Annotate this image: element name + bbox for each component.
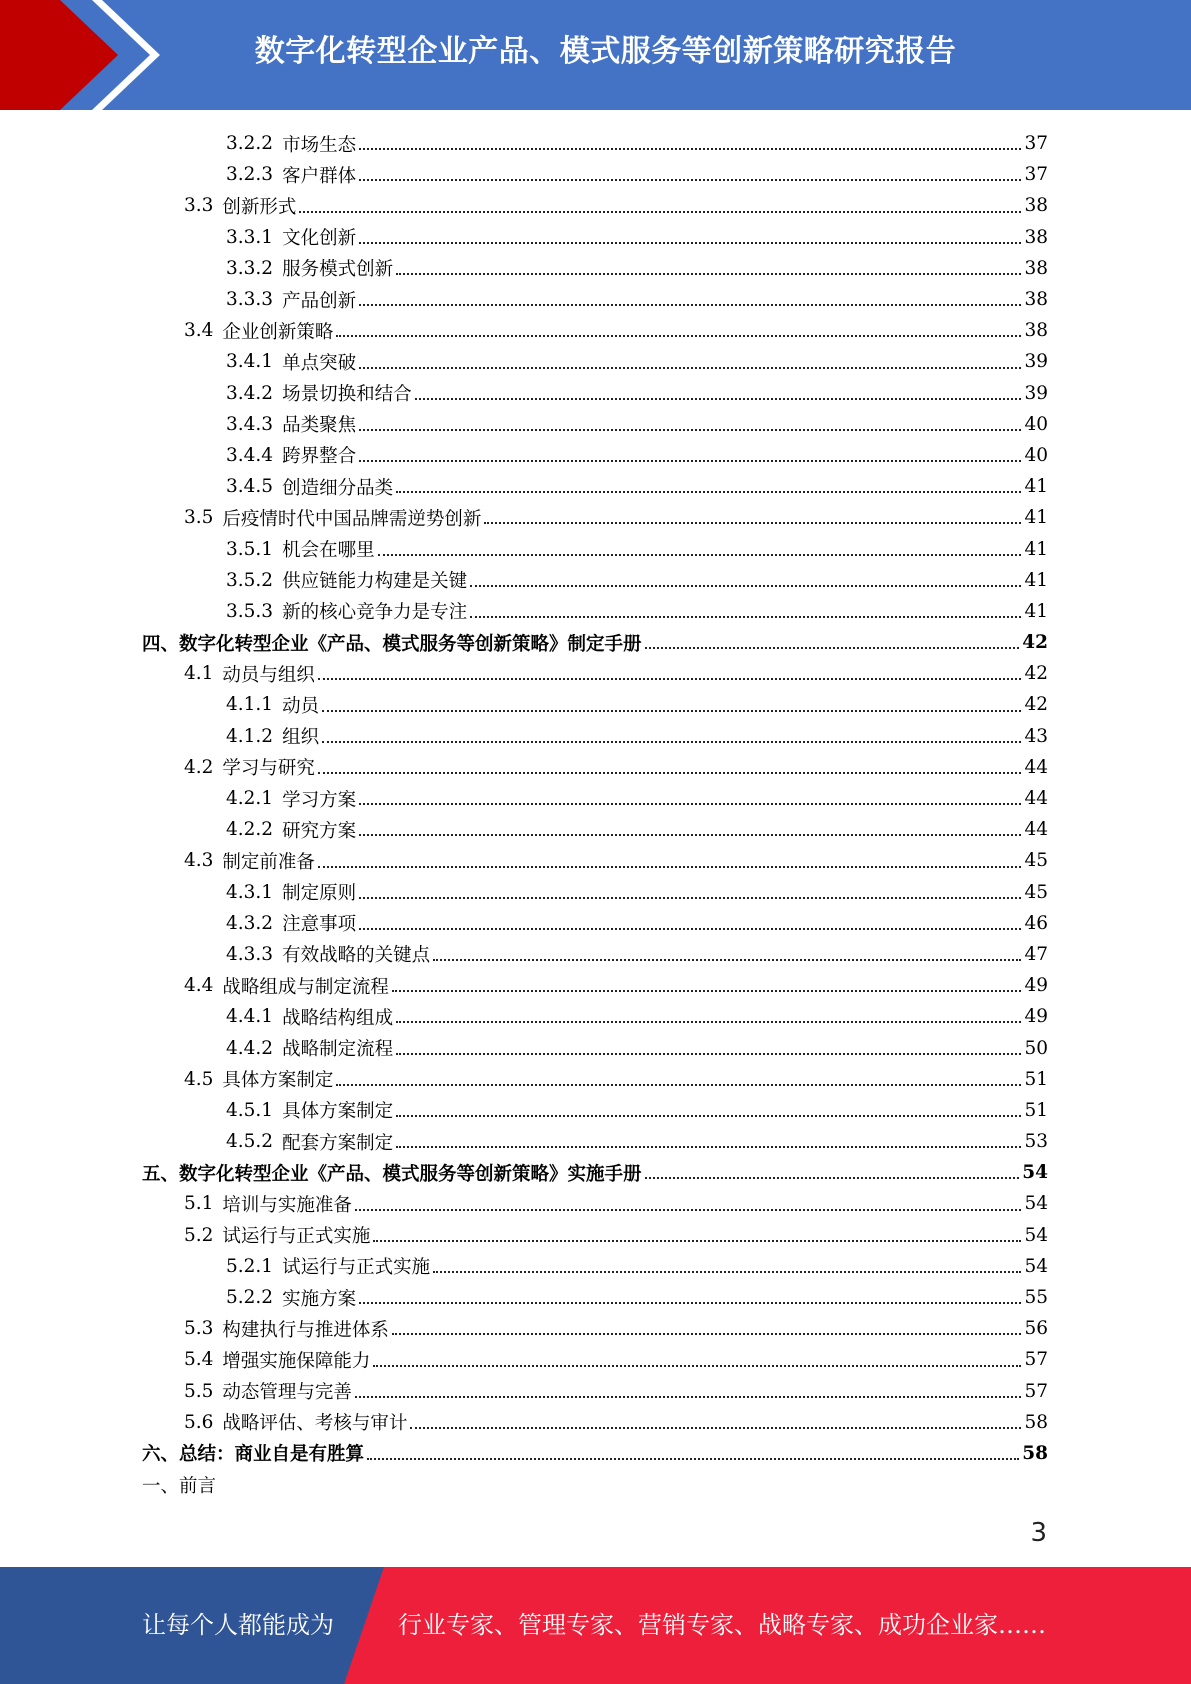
toc-entry-title: 制定原则 <box>282 883 357 905</box>
toc-entry-title: 数字化转型企业《产品、模式服务等创新策略》实施手册 <box>179 1163 642 1185</box>
toc-entry-title: 增强实施保障能力 <box>222 1350 371 1372</box>
toc-dot-leader <box>359 459 1021 462</box>
footer-slogan-right: 行业专家、管理专家、营销专家、战略专家、成功企业家…… <box>398 1611 1046 1639</box>
toc-entry-title: 新的核心竞争力是专注 <box>282 602 468 624</box>
toc-entry-number: 3.4.2 <box>226 382 274 404</box>
toc-entry[interactable] <box>142 159 1048 190</box>
toc-entry[interactable] <box>142 346 1048 377</box>
toc-entry-number: 5.1 <box>184 1193 214 1215</box>
toc-entry-page: 40 <box>1024 444 1048 466</box>
toc-entry[interactable] <box>142 689 1048 720</box>
toc-entry[interactable] <box>142 378 1048 409</box>
toc-entry-page: 57 <box>1024 1380 1048 1402</box>
toc-entry-page: 45 <box>1024 881 1048 903</box>
toc-entry-number: 4.4 <box>184 975 214 997</box>
toc-entry-title: 战略制定流程 <box>282 1039 394 1061</box>
toc-dot-leader <box>645 1176 1020 1179</box>
toc-entry-title: 动员 <box>282 695 320 717</box>
toc-entry[interactable] <box>142 222 1048 253</box>
table-of-contents <box>142 128 1048 1500</box>
toc-entry-number: 六、 <box>142 1444 180 1466</box>
toc-entry-page: 41 <box>1024 476 1048 498</box>
toc-entry-page: 41 <box>1024 507 1048 529</box>
toc-entry-number: 5.2 <box>184 1224 214 1246</box>
toc-entry-title: 总结：商业自是有胜算 <box>179 1444 365 1466</box>
toc-dot-leader <box>392 989 1022 992</box>
toc-dot-leader <box>484 521 1021 524</box>
toc-dot-leader <box>336 1083 1021 1086</box>
toc-entry-title: 文化创新 <box>282 228 357 250</box>
toc-entry-number: 4.5.1 <box>226 1099 274 1121</box>
toc-entry[interactable] <box>142 939 1048 970</box>
toc-entry[interactable] <box>142 1344 1048 1375</box>
toc-entry-page: 38 <box>1024 226 1048 248</box>
toc-entry-title: 学习与研究 <box>222 758 315 780</box>
toc-entry-page: 56 <box>1024 1318 1048 1340</box>
toc-entry[interactable] <box>142 658 1048 689</box>
toc-entry-title: 试运行与正式实施 <box>222 1226 371 1248</box>
toc-entry-page: 54 <box>1024 1193 1048 1215</box>
toc-trailing-line: 一、前言 <box>142 1475 217 1497</box>
toc-entry-title: 单点突破 <box>282 352 357 374</box>
toc-dot-leader <box>392 1332 1022 1335</box>
toc-entry-page: 39 <box>1024 382 1048 404</box>
toc-entry-title: 动员与组织 <box>222 664 315 686</box>
toc-entry-number: 3.3 <box>184 195 214 217</box>
toc-entry-number: 5.2.2 <box>226 1287 274 1309</box>
toc-entry-title: 研究方案 <box>282 820 357 842</box>
toc-entry[interactable] <box>142 752 1048 783</box>
toc-entry[interactable] <box>142 440 1048 471</box>
toc-dot-leader <box>415 397 1022 400</box>
toc-dot-leader <box>373 1364 1021 1367</box>
toc-entry-number: 4.1.1 <box>226 694 274 716</box>
toc-dot-leader <box>359 241 1021 244</box>
toc-entry-title: 注意事项 <box>282 914 357 936</box>
toc-entry-number: 3.5.1 <box>226 538 274 560</box>
toc-entry-title: 学习方案 <box>282 789 357 811</box>
toc-dot-leader <box>318 771 1022 774</box>
toc-entry-title: 客户群体 <box>282 165 357 187</box>
toc-entry[interactable] <box>142 1064 1048 1095</box>
toc-dot-leader <box>470 615 1021 618</box>
toc-entry-page: 46 <box>1024 912 1048 934</box>
toc-entry-page: 37 <box>1024 164 1048 186</box>
toc-entry[interactable] <box>142 783 1048 814</box>
toc-entry-title: 数字化转型企业《产品、模式服务等创新策略》制定手册 <box>179 633 642 655</box>
toc-entry-page: 58 <box>1024 1411 1048 1433</box>
toc-entry-page: 58 <box>1022 1442 1048 1464</box>
toc-dot-leader <box>433 1270 1021 1273</box>
toc-dot-leader <box>359 178 1021 181</box>
toc-entry-number: 3.2.2 <box>226 133 274 155</box>
toc-dot-leader <box>378 553 1022 556</box>
toc-entry-page: 43 <box>1024 725 1048 747</box>
toc-dot-leader <box>359 802 1021 805</box>
toc-entry-number: 5.5 <box>184 1380 214 1402</box>
toc-dot-leader <box>396 1145 1021 1148</box>
toc-entry-page: 42 <box>1024 663 1048 685</box>
toc-dot-leader <box>355 1208 1022 1211</box>
toc-entry-title: 战略结构组成 <box>282 1007 394 1029</box>
toc-entry-number: 3.5 <box>184 507 214 529</box>
toc-entry-number: 3.2.3 <box>226 164 274 186</box>
toc-dot-leader <box>367 1457 1019 1460</box>
toc-entry[interactable] <box>142 1282 1048 1313</box>
toc-entry-title: 战略评估、考核与审计 <box>222 1413 408 1435</box>
toc-entry[interactable] <box>142 845 1048 876</box>
toc-dot-leader <box>433 958 1021 961</box>
toc-entry-title: 跨界整合 <box>282 446 357 468</box>
toc-dot-leader <box>318 865 1022 868</box>
toc-entry-page: 57 <box>1024 1349 1048 1371</box>
toc-entry-number: 4.3.2 <box>226 912 274 934</box>
toc-entry-page: 45 <box>1024 850 1048 872</box>
toc-entry-page: 44 <box>1024 788 1048 810</box>
toc-entry-number: 四、 <box>142 633 180 655</box>
toc-dot-leader <box>318 677 1022 680</box>
page-number: 3 <box>1030 1518 1047 1548</box>
toc-entry-title: 产品创新 <box>282 290 357 312</box>
toc-entry-number: 4.3.1 <box>226 881 274 903</box>
toc-entry-title: 供应链能力构建是关键 <box>282 571 468 593</box>
page-footer <box>0 1567 1191 1684</box>
toc-entry[interactable] <box>142 284 1048 315</box>
toc-entry-title: 战略组成与制定流程 <box>222 976 389 998</box>
toc-entry-page: 53 <box>1024 1131 1048 1153</box>
toc-dot-leader <box>299 210 1021 213</box>
toc-dot-leader <box>396 1052 1021 1055</box>
toc-entry[interactable] <box>142 128 1048 159</box>
toc-dot-leader <box>645 646 1020 649</box>
toc-entry-title: 市场生态 <box>282 134 357 156</box>
toc-entry-title: 实施方案 <box>282 1288 357 1310</box>
toc-entry[interactable] <box>142 1407 1048 1438</box>
toc-entry-title: 制定前准备 <box>222 851 315 873</box>
toc-entry-page: 38 <box>1024 195 1048 217</box>
toc-entry[interactable] <box>142 1188 1048 1219</box>
toc-entry-page: 44 <box>1024 756 1048 778</box>
toc-entry[interactable] <box>142 1001 1048 1032</box>
toc-entry-title: 配套方案制定 <box>282 1132 394 1154</box>
toc-entry[interactable] <box>142 533 1048 564</box>
toc-entry-page: 54 <box>1024 1224 1048 1246</box>
toc-entry-page: 38 <box>1024 289 1048 311</box>
toc-entry-number: 3.4.5 <box>226 476 274 498</box>
toc-entry[interactable] <box>142 1376 1048 1407</box>
toc-entry-page: 49 <box>1024 1006 1048 1028</box>
toc-dot-leader <box>355 1395 1022 1398</box>
toc-dot-leader <box>359 896 1021 899</box>
toc-entry-page: 44 <box>1024 819 1048 841</box>
toc-entry-title: 品类聚焦 <box>282 415 357 437</box>
toc-entry-title: 后疫情时代中国品牌需逆势创新 <box>222 508 482 530</box>
toc-entry[interactable] <box>142 1220 1048 1251</box>
toc-entry-title: 构建执行与推进体系 <box>222 1319 389 1341</box>
toc-dot-leader <box>322 709 1021 712</box>
toc-entry-number: 3.5.3 <box>226 600 274 622</box>
toc-entry-number: 4.1.2 <box>226 725 274 747</box>
toc-dot-leader <box>336 334 1021 337</box>
toc-entry-page: 47 <box>1024 943 1048 965</box>
toc-dot-leader <box>359 833 1021 836</box>
toc-dot-leader <box>396 272 1021 275</box>
toc-entry-number: 3.5.2 <box>226 569 274 591</box>
toc-entry-number: 4.4.2 <box>226 1037 274 1059</box>
toc-dot-leader <box>359 428 1021 431</box>
toc-entry-page: 42 <box>1022 632 1048 654</box>
toc-entry-page: 49 <box>1024 975 1048 997</box>
toc-entry-title: 组织 <box>282 727 320 749</box>
toc-entry[interactable] <box>142 627 1048 658</box>
toc-entry-number: 4.3 <box>184 850 214 872</box>
toc-entry-number: 3.3.1 <box>226 226 274 248</box>
toc-entry-number: 4.2.1 <box>226 788 274 810</box>
toc-entry-number: 4.5 <box>184 1068 214 1090</box>
document-title: 数字化转型企业产品、模式服务等创新策略研究报告 <box>254 34 957 69</box>
toc-entry-title: 具体方案制定 <box>282 1101 394 1123</box>
toc-entry-number: 5.2.1 <box>226 1255 274 1277</box>
toc-dot-leader <box>470 584 1021 587</box>
toc-dot-leader <box>373 1239 1021 1242</box>
toc-entry-number: 3.3.3 <box>226 289 274 311</box>
toc-entry[interactable] <box>142 1251 1048 1282</box>
toc-entry-page: 39 <box>1024 351 1048 373</box>
toc-entry-title: 企业创新策略 <box>222 321 334 343</box>
toc-entry-number: 3.3.2 <box>226 257 274 279</box>
toc-entry-title: 创新形式 <box>222 196 297 218</box>
footer-slogan-left: 让每个人都能成为 <box>142 1611 334 1639</box>
toc-entry[interactable] <box>142 190 1048 221</box>
toc-entry[interactable] <box>142 1126 1048 1157</box>
toc-dot-leader <box>359 303 1021 306</box>
toc-entry[interactable] <box>142 565 1048 596</box>
toc-entry-title: 创造细分品类 <box>282 477 394 499</box>
toc-entry-number: 5.4 <box>184 1349 214 1371</box>
toc-entry-title: 机会在哪里 <box>282 540 375 562</box>
toc-dot-leader <box>322 740 1021 743</box>
toc-entry-number: 3.4.3 <box>226 413 274 435</box>
toc-dot-leader <box>396 1114 1021 1117</box>
toc-entry-page: 54 <box>1024 1255 1048 1277</box>
toc-entry-title: 具体方案制定 <box>222 1070 334 1092</box>
toc-entry[interactable] <box>142 1313 1048 1344</box>
toc-entry-page: 41 <box>1024 569 1048 591</box>
toc-entry[interactable] <box>142 471 1048 502</box>
toc-entry-page: 38 <box>1024 320 1048 342</box>
toc-dot-leader <box>359 927 1021 930</box>
toc-entry-number: 4.4.1 <box>226 1006 274 1028</box>
page-header <box>0 0 1191 110</box>
toc-entry[interactable] <box>142 253 1048 284</box>
toc-entry[interactable] <box>142 877 1048 908</box>
toc-entry-number: 4.1 <box>184 663 214 685</box>
toc-entry[interactable] <box>142 721 1048 752</box>
toc-entry[interactable] <box>142 502 1048 533</box>
toc-entry-number: 5.3 <box>184 1318 214 1340</box>
toc-entry[interactable] <box>142 315 1048 346</box>
toc-entry-page: 41 <box>1024 600 1048 622</box>
toc-entry-page: 54 <box>1022 1162 1048 1184</box>
toc-dot-leader <box>359 147 1021 150</box>
toc-entry-title: 场景切换和结合 <box>282 384 412 406</box>
toc-entry[interactable] <box>142 814 1048 845</box>
toc-entry[interactable] <box>142 1032 1048 1063</box>
toc-entry-number: 3.4.1 <box>226 351 274 373</box>
toc-entry-page: 50 <box>1024 1037 1048 1059</box>
toc-entry-page: 55 <box>1024 1287 1048 1309</box>
toc-entry-page: 38 <box>1024 257 1048 279</box>
toc-dot-leader <box>396 490 1021 493</box>
toc-dot-leader <box>396 1020 1021 1023</box>
toc-dot-leader <box>359 366 1021 369</box>
toc-entry-number: 4.5.2 <box>226 1131 274 1153</box>
toc-entry-title: 服务模式创新 <box>282 259 394 281</box>
toc-entry-title: 动态管理与完善 <box>222 1382 352 1404</box>
toc-entry-page: 42 <box>1024 694 1048 716</box>
toc-entry-page: 40 <box>1024 413 1048 435</box>
toc-entry-number: 4.3.3 <box>226 943 274 965</box>
toc-entry[interactable] <box>142 596 1048 627</box>
toc-entry[interactable] <box>142 970 1048 1001</box>
toc-entry-number: 3.4.4 <box>226 444 274 466</box>
toc-dot-leader <box>410 1426 1021 1429</box>
toc-entry-title: 有效战略的关键点 <box>282 945 431 967</box>
toc-dot-leader <box>359 1301 1021 1304</box>
toc-entry[interactable] <box>142 1438 1048 1469</box>
toc-entry[interactable] <box>142 1157 1048 1188</box>
toc-entry[interactable] <box>142 908 1048 939</box>
toc-entry-title: 试运行与正式实施 <box>282 1257 431 1279</box>
toc-entry-number: 3.4 <box>184 320 214 342</box>
toc-entry-title: 培训与实施准备 <box>222 1194 352 1216</box>
toc-entry-page: 37 <box>1024 133 1048 155</box>
toc-entry-page: 41 <box>1024 538 1048 560</box>
toc-entry-number: 4.2 <box>184 756 214 778</box>
toc-entry-number: 5.6 <box>184 1411 214 1433</box>
toc-entry-number: 五、 <box>142 1163 180 1185</box>
toc-entry[interactable] <box>142 1095 1048 1126</box>
toc-entry-page: 51 <box>1024 1068 1048 1090</box>
toc-entry-page: 51 <box>1024 1099 1048 1121</box>
toc-entry-number: 4.2.2 <box>226 819 274 841</box>
toc-entry[interactable] <box>142 409 1048 440</box>
